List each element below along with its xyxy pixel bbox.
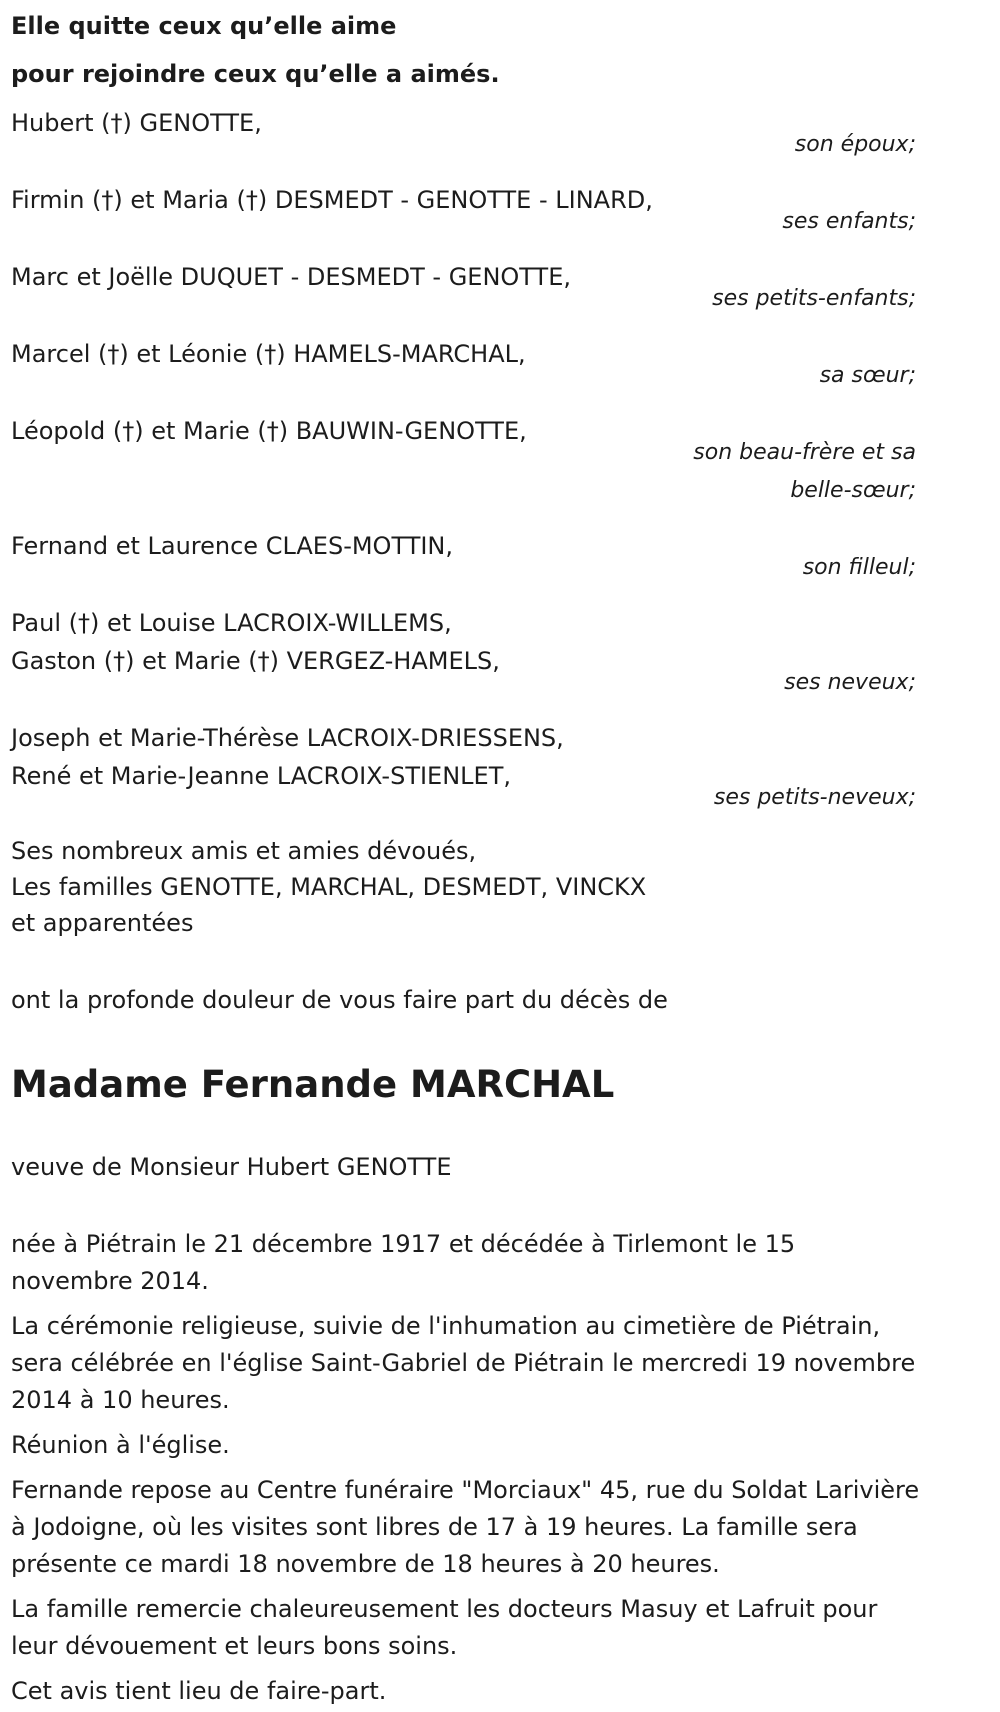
family-names: René et Marie-Jeanne LACROIX-STIENLET, bbox=[11, 762, 511, 790]
friends-and-families bbox=[11, 833, 989, 941]
family-row bbox=[11, 719, 916, 817]
family-row bbox=[11, 412, 916, 510]
obituary-notice bbox=[0, 2, 1000, 1712]
widow-of: veuve de Monsieur Hubert GENOTTE bbox=[11, 1153, 452, 1181]
family-row bbox=[11, 604, 916, 702]
friends-line: Les familles GENOTTE, MARCHAL, DESMEDT, VINCKX bbox=[11, 873, 647, 901]
family-row bbox=[11, 335, 916, 395]
friends-line: Ses nombreux amis et amies dévoués, bbox=[11, 837, 477, 865]
paragraph-birth-death: née à Piétrain le 21 décembre 1917 et décédée à Tirlemont le 15 novembre 2014. bbox=[11, 1230, 796, 1295]
family-row bbox=[11, 104, 916, 164]
family-relation: ses petits-neveux; bbox=[713, 785, 916, 810]
deceased-name: Madame Fernande MARCHAL bbox=[11, 1063, 615, 1106]
family-relation: belle-sœur; bbox=[790, 478, 916, 503]
family-names: Hubert (†) GENOTTE, bbox=[11, 109, 262, 137]
family-names: Marc et Joëlle DUQUET - DESMEDT - GENOTTE, bbox=[11, 263, 571, 291]
family-names: Fernand et Laurence CLAES-MOTTIN, bbox=[11, 532, 454, 560]
family-relation: sa sœur; bbox=[819, 363, 916, 388]
intro-quote bbox=[11, 2, 989, 98]
family-names: Joseph et Marie-Thérèse LACROIX-DRIESSENS, bbox=[11, 724, 564, 752]
family-relation: ses petits-enfants; bbox=[712, 286, 916, 311]
paragraph-thanks: La famille remercie chaleureusement les docteurs Masuy et Lafruit pour leur dévouement et leurs bons soins. bbox=[11, 1595, 878, 1660]
family-relation: son époux; bbox=[794, 132, 916, 157]
announcement: ont la profonde douleur de vous faire part du décès de bbox=[11, 986, 668, 1014]
family-relation: son beau-frère et sa bbox=[693, 440, 916, 465]
family-row bbox=[11, 258, 916, 318]
family-names: Marcel (†) et Léonie (†) HAMELS-MARCHAL, bbox=[11, 340, 526, 368]
intro-line-1: Elle quitte ceux qu’elle aime bbox=[11, 12, 397, 40]
family-relation: son filleul; bbox=[802, 555, 916, 580]
family-names: Firmin (†) et Maria (†) DESMEDT - GENOTTE - LINARD, bbox=[11, 186, 653, 214]
family-row bbox=[11, 181, 916, 241]
friends-line: et apparentées bbox=[11, 909, 194, 937]
family-relation: ses neveux; bbox=[784, 670, 916, 695]
family-names: Gaston (†) et Marie (†) VERGEZ-HAMELS, bbox=[11, 647, 500, 675]
family-list bbox=[11, 104, 989, 817]
paragraph-closing: Cet avis tient lieu de faire-part. bbox=[11, 1677, 387, 1705]
family-row bbox=[11, 527, 916, 587]
paragraph-meeting: Réunion à l'église. bbox=[11, 1431, 230, 1459]
paragraph-visits: Fernande repose au Centre funéraire "Morciaux" 45, rue du Soldat Larivière à Jodoigne, où les visites sont libres de 17 à 19 heures. La famille sera présente ce mardi 18 novembre de 18 heures à 20 heures. bbox=[11, 1476, 920, 1578]
family-names: Paul (†) et Louise LACROIX-WILLEMS, bbox=[11, 609, 452, 637]
intro-line-2: pour rejoindre ceux qu’elle a aimés. bbox=[11, 60, 500, 88]
family-names: Léopold (†) et Marie (†) BAUWIN-GENOTTE, bbox=[11, 417, 527, 445]
paragraph-ceremony: La cérémonie religieuse, suivie de l'inhumation au cimetière de Piétrain, sera célébrée en l'église Saint-Gabriel de Piétrain le mercredi 19 novembre 2014 à 10 heures. bbox=[11, 1312, 916, 1414]
family-relation: ses enfants; bbox=[782, 209, 916, 234]
